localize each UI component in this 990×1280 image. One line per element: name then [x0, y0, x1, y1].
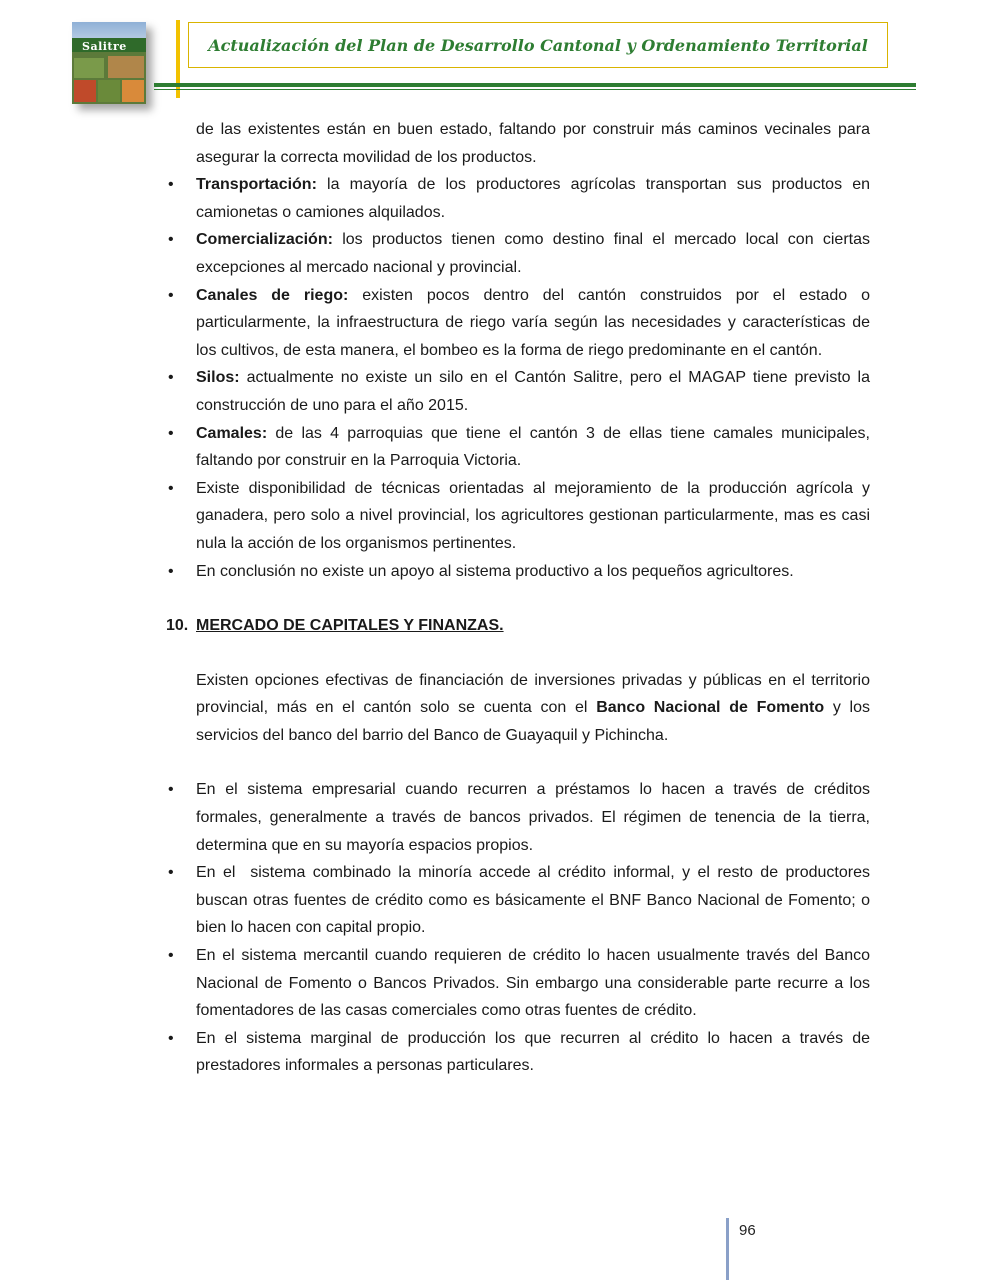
page-content — [166, 116, 875, 1080]
bullet-icon: • — [168, 424, 174, 442]
bullet-icon: • — [168, 479, 174, 497]
list-item: • En el sistema mercantil cuando requieren de crédito lo hacen usualmente través del Banco Nacional de Fomento o Bancos Privados. Sin embargo una considerable parte recurre a los fomentadores de las casas comerciales como otras fuentes de crédito. — [166, 942, 870, 1025]
salitre-logo — [72, 22, 146, 104]
list-item: • Silos: actualmente no existe un silo en el Cantón Salitre, pero el MAGAP tiene previsto la construcción de uno para el año 2015. — [166, 364, 870, 419]
bullet-icon: • — [168, 1029, 174, 1047]
page-number-bar — [726, 1218, 729, 1280]
bullet-icon: • — [168, 231, 174, 249]
bullet-icon: • — [168, 176, 174, 194]
header-rule — [154, 83, 916, 87]
list-item: • En el sistema empresarial cuando recurren a préstamos lo hacen a través de créditos formales, generalmente a través de bancos privados. El régimen de tenencia de la tierra, determina que en su mayoría espacios propios. — [166, 776, 870, 859]
section-heading — [166, 612, 870, 640]
list-item: • Canales de riego: existen pocos dentro del cantón construidos por el estado o particularmente, la infraestructura de riego varía según las necesidades y características de los cultivos, de esta manera, el bombeo es la forma de riego predominante en el cantón. — [166, 282, 870, 365]
bullet-icon: • — [168, 781, 174, 799]
list-item: • Existe disponibilidad de técnicas orientadas al mejoramiento de la producción agrícola y ganadera, pero solo a nivel provincial, los agricultores gestionan particularmente, mas es casi nula la acción de los organismos pertinentes. — [166, 475, 870, 558]
bank-name: Banco Nacional de Fomento — [596, 699, 825, 717]
section-paragraph: Existen opciones efectivas de financiación de inversiones privadas y públicas en el territorio provincial, más en el cantón solo se cuenta con el Banco Nacional de Fomento y los servicios del banco del barrio del Banco de Guayaquil y Pichincha. — [196, 671, 870, 744]
intro-paragraph: de las existentes están en buen estado, faltando por construir más caminos vecinales para asegurar la correcta movilidad de los productos. — [196, 121, 870, 166]
page-number: 96 — [739, 1222, 756, 1239]
list-item: • Transportación: la mayoría de los productores agrícolas transportan sus productos en camionetas o camiones alquilados. — [166, 171, 870, 226]
section-number: 10. — [166, 617, 189, 635]
bullet-icon: • — [168, 369, 174, 387]
list-item: • En conclusión no existe un apoyo al sistema productivo a los pequeños agricultores. — [166, 558, 870, 586]
bullet-icon: • — [168, 286, 174, 304]
bullet-list-2 — [166, 776, 875, 1080]
section-title: MERCADO DE CAPITALES Y FINANZAS. — [196, 617, 504, 635]
document-title: Actualización del Plan de Desarrollo Cantonal y Ordenamiento Territorial — [208, 35, 868, 55]
bullet-icon: • — [168, 947, 174, 965]
header-title-box — [188, 22, 888, 68]
logo-text: Salitre — [82, 40, 127, 53]
bullet-list-1 — [166, 171, 870, 585]
list-item: • En el sistema combinado la minoría accede al crédito informal, y el resto de productores buscan otras fuentes de crédito como es básicamente el BNF Banco Nacional de Fomento; o bien lo hacen con capital propio. — [166, 859, 870, 942]
list-item: • En el sistema marginal de producción los que recurren al crédito lo hacen a través de prestadores informales a personas particulares. — [166, 1025, 870, 1080]
bullet-icon: • — [168, 864, 174, 882]
list-item: • Camales: de las 4 parroquias que tiene el cantón 3 de ellas tiene camales municipales, faltando por construir en la Parroquia Victoria. — [166, 420, 870, 475]
header-rule-thin — [154, 89, 916, 90]
list-item: • Comercialización: los productos tienen como destino final el mercado local con ciertas excepciones al mercado nacional y provincial. — [166, 226, 870, 281]
bullet-icon: • — [168, 562, 174, 580]
